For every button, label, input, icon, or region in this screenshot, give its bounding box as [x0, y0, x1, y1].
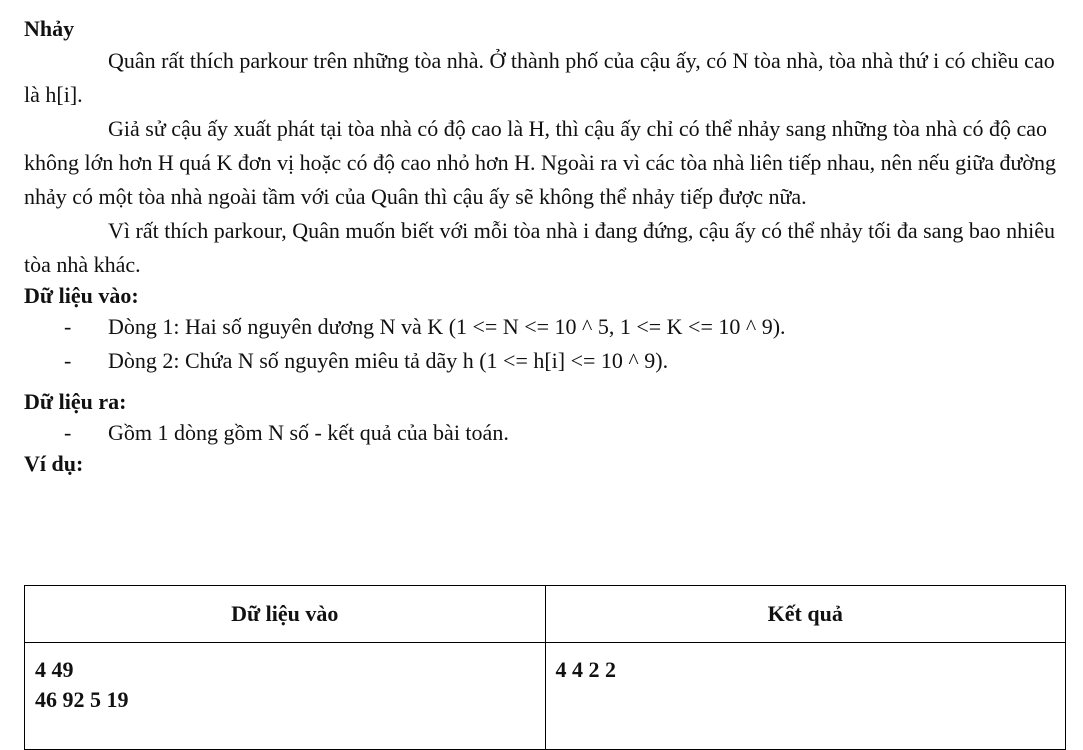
paragraph-rules: Giả sử cậu ấy xuất phát tại tòa nhà có độ cao là H, thì cậu ấy chỉ có thể nhảy sang những tòa nhà có độ cao không lớn hơn H quá K đơn vị hoặc có độ cao nhỏ hơn H. Ngoài ra vì các tòa nhà liên tiếp nhau, nên nếu giữa đường nhảy có một tòa nhà ngoài tầm với của Quân thì cậu ấy sẽ không thể nhảy tiếp được nữa.: [24, 116, 1057, 209]
example-table: [24, 585, 1066, 750]
list-item: [24, 310, 1064, 344]
header-input: Dữ liệu vào: [25, 586, 546, 643]
table-header-row: [25, 586, 1066, 643]
example-output-cell: [545, 643, 1066, 750]
dash-bullet: -: [64, 314, 72, 339]
example-heading: Ví dụ:: [24, 451, 84, 476]
output-heading: Dữ liệu ra:: [24, 389, 127, 414]
input-line-1-text: Dòng 1: Hai số nguyên dương N và K (1 <= N <= 10 ^ 5, 1 <= K <= 10 ^ 9).: [108, 314, 786, 339]
paragraph-question: Vì rất thích parkour, Quân muốn biết với mỗi tòa nhà i đang đứng, cậu ấy có thể nhảy tối đa sang bao nhiêu tòa nhà khác.: [24, 218, 1056, 277]
example-input-line-2: 46 92 5 19: [35, 687, 129, 712]
dash-bullet: -: [64, 420, 72, 445]
paragraph-intro: Quân rất thích parkour trên những tòa nhà. Ở thành phố của cậu ấy, có N tòa nhà, tòa nhà thứ i có chiều cao là h[i].: [24, 48, 1055, 107]
list-item: [24, 344, 1064, 378]
dash-bullet: -: [64, 348, 72, 373]
output-list: [24, 416, 1064, 450]
header-output: Kết quả: [545, 586, 1066, 643]
problem-title: Nhảy: [24, 16, 75, 41]
example-input-line-1: 4 49: [35, 657, 74, 682]
output-line-1-text: Gồm 1 dòng gồm N số - kết quả của bài toán.: [108, 420, 509, 445]
example-input-cell: [25, 643, 546, 750]
input-heading: Dữ liệu vào:: [24, 283, 139, 308]
input-list: [24, 310, 1064, 378]
problem-statement: [24, 14, 1064, 478]
list-item: [24, 416, 1064, 450]
input-line-2-text: Dòng 2: Chứa N số nguyên miêu tả dãy h (1 <= h[i] <= 10 ^ 9).: [108, 348, 669, 373]
example-output-line-1: 4 4 2 2: [555, 657, 616, 682]
table-row: [25, 643, 1066, 750]
